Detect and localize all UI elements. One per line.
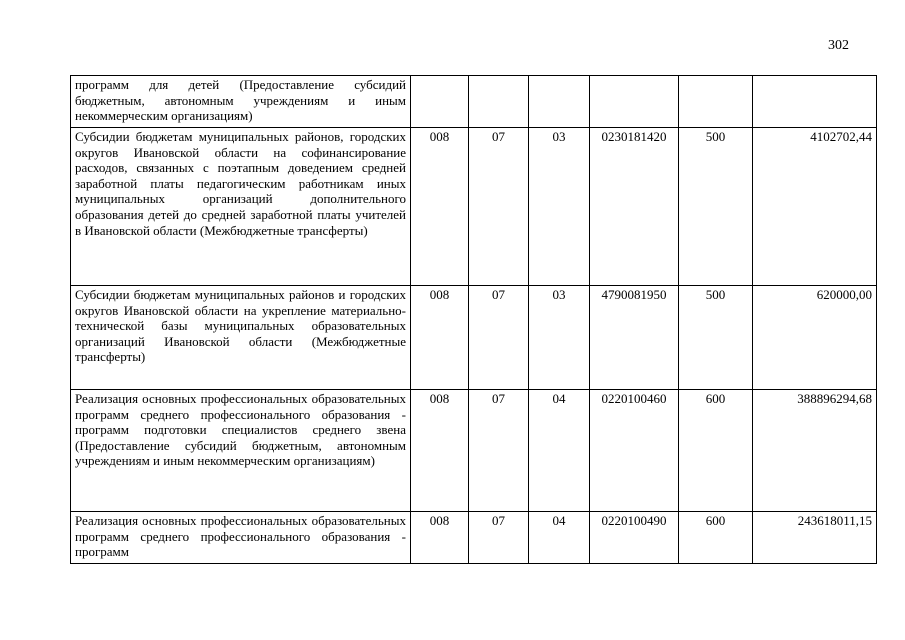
row-description: Реализация основных профессиональных образовательных программ среднего профессионального образования - программ bbox=[71, 512, 411, 564]
row-amount bbox=[753, 76, 877, 128]
row-code-target-item: 4790081950 bbox=[590, 286, 679, 390]
table-row bbox=[71, 286, 877, 390]
row-code-ministry: 008 bbox=[411, 512, 469, 564]
row-code-subsection: 03 bbox=[529, 128, 590, 286]
row-code-subsection: 04 bbox=[529, 390, 590, 512]
row-code-expense-type: 600 bbox=[679, 512, 753, 564]
row-code-section: 07 bbox=[469, 512, 529, 564]
row-code-ministry: 008 bbox=[411, 390, 469, 512]
row-code-target-item: 0230181420 bbox=[590, 128, 679, 286]
row-description: Субсидии бюджетам муниципальных районов и городских округов Ивановской области на укрепление материально-технической базы муниципальных образовательных организаций Ивановской области (Межбюджетные трансферты) bbox=[71, 286, 411, 390]
page-number: 302 bbox=[828, 38, 849, 53]
row-code-expense-type: 500 bbox=[679, 128, 753, 286]
table-row bbox=[71, 128, 877, 286]
row-code-subsection: 04 bbox=[529, 512, 590, 564]
row-amount: 243618011,15 bbox=[753, 512, 877, 564]
row-amount: 4102702,44 bbox=[753, 128, 877, 286]
row-code-section bbox=[469, 76, 529, 128]
row-code-expense-type bbox=[679, 76, 753, 128]
row-description: Субсидии бюджетам муниципальных районов, городских округов Ивановской области на софинансирование расходов, связанных с поэтапным доведением средней заработной платы педагогическим работникам иных муниципальных организаций дополнительного образования детей до средней заработной платы учителей в Ивановской области (Межбюджетные трансферты) bbox=[71, 128, 411, 286]
row-code-section: 07 bbox=[469, 390, 529, 512]
row-code-target-item: 0220100460 bbox=[590, 390, 679, 512]
row-code-section: 07 bbox=[469, 286, 529, 390]
row-amount: 620000,00 bbox=[753, 286, 877, 390]
table-row bbox=[71, 512, 877, 564]
row-code-target-item bbox=[590, 76, 679, 128]
budget-table bbox=[70, 75, 877, 564]
table-row bbox=[71, 390, 877, 512]
row-code-ministry bbox=[411, 76, 469, 128]
row-code-ministry: 008 bbox=[411, 286, 469, 390]
row-code-expense-type: 500 bbox=[679, 286, 753, 390]
row-description: программ для детей (Предоставление субсидий бюджетным, автономным учреждениям и иным некоммерческим организациям) bbox=[71, 76, 411, 128]
table-row bbox=[71, 76, 877, 128]
row-code-target-item: 0220100490 bbox=[590, 512, 679, 564]
row-description: Реализация основных профессиональных образовательных программ среднего профессионального образования - программ подготовки специалистов среднего звена (Предоставление субсидий бюджетным, автономным учреждениям и иным некоммерческим организациям) bbox=[71, 390, 411, 512]
row-code-subsection: 03 bbox=[529, 286, 590, 390]
row-code-subsection bbox=[529, 76, 590, 128]
row-amount: 388896294,68 bbox=[753, 390, 877, 512]
row-code-expense-type: 600 bbox=[679, 390, 753, 512]
row-code-ministry: 008 bbox=[411, 128, 469, 286]
row-code-section: 07 bbox=[469, 128, 529, 286]
